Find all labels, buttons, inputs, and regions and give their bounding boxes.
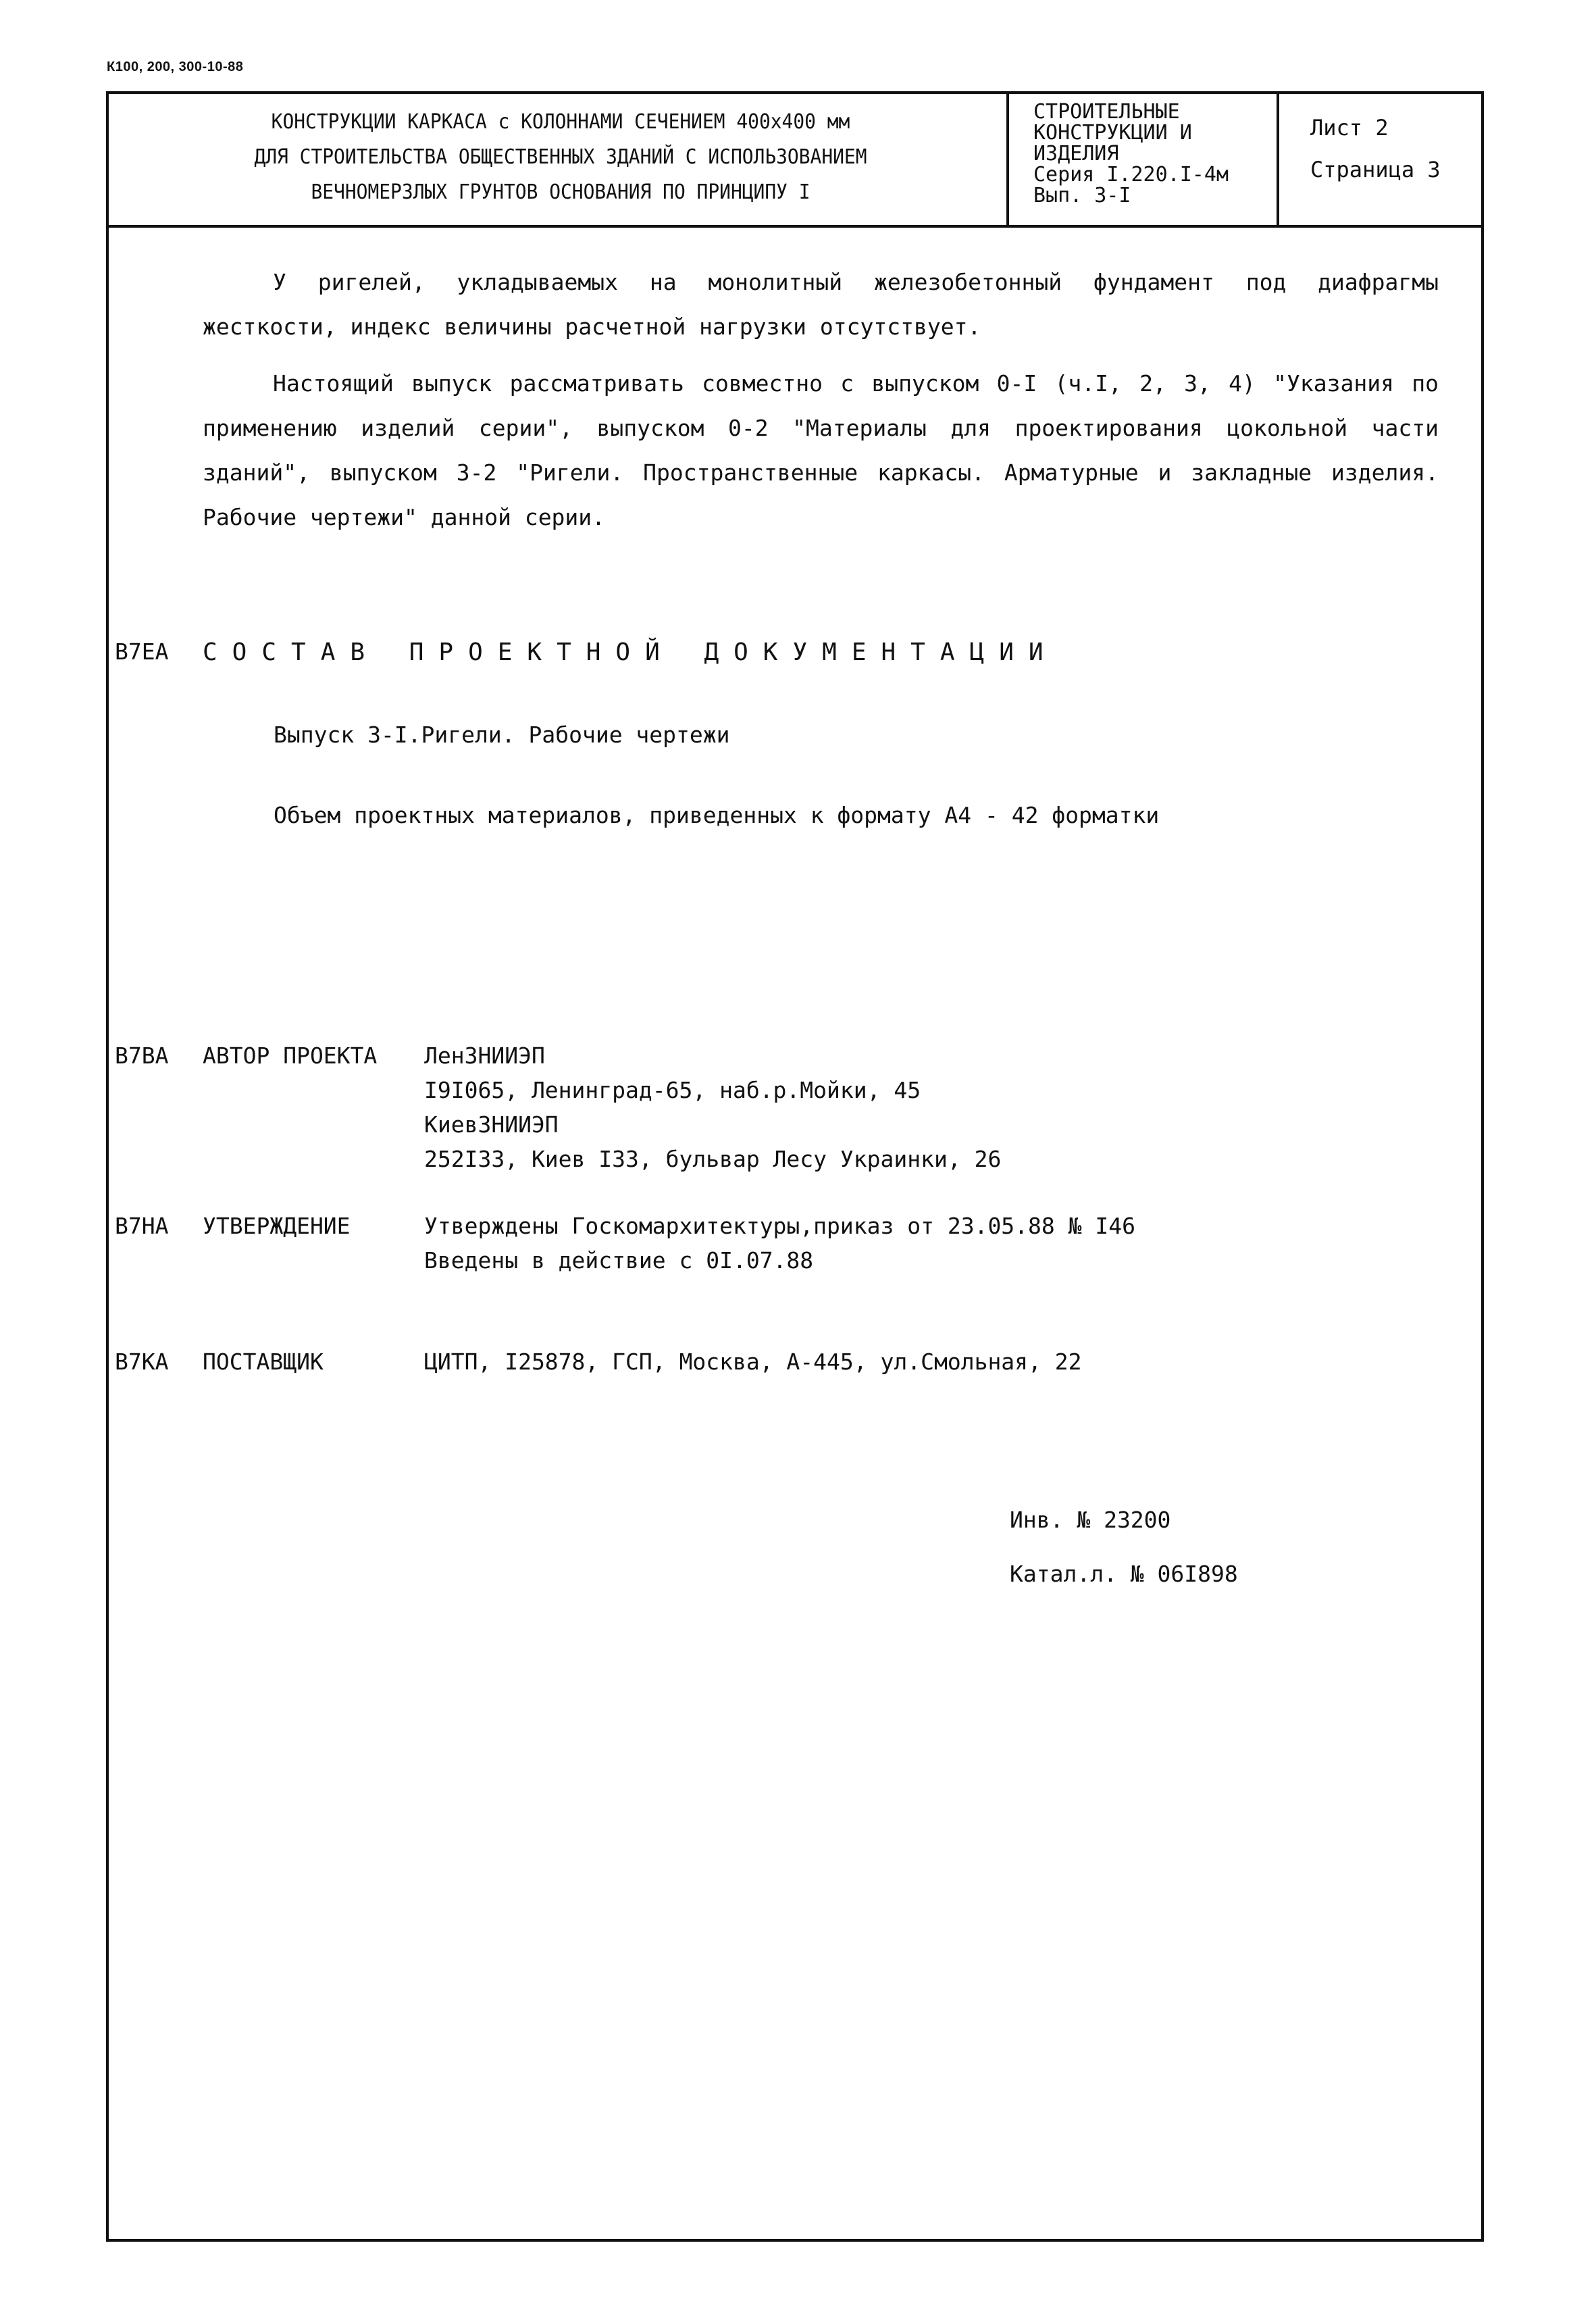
approval-line: Утверждены Госкомархитектуры,приказ от 23.05.88 № I46 bbox=[424, 1213, 1135, 1239]
author-line: КиевЗНИИЭП bbox=[424, 1111, 559, 1138]
supplier-text: ЦИТП, I25878, ГСП, Москва, А-445, ул.Смольная, 22 bbox=[424, 1349, 1082, 1375]
series-line: КОНСТРУКЦИИ И bbox=[1033, 121, 1192, 145]
catalog-number: Катал.л. № 06I898 bbox=[1010, 1561, 1238, 1587]
title-line: ВЕЧНОМЕРЗЛЫХ ГРУНТОВ ОСНОВАНИЯ ПО ПРИНЦИПУ I bbox=[311, 180, 810, 204]
sheet-number: Лист 2 bbox=[1310, 115, 1389, 141]
author-line: ЛенЗНИИЭП bbox=[424, 1042, 545, 1069]
composition-issue: Выпуск 3-I.Ригели. Рабочие чертежи bbox=[274, 722, 730, 748]
approval-code: В7НА bbox=[115, 1213, 169, 1239]
series-line: СТРОИТЕЛЬНЫЕ bbox=[1033, 100, 1180, 124]
document-title bbox=[149, 105, 972, 210]
header-divider-2 bbox=[1277, 91, 1279, 228]
approval-label: УТВЕРЖДЕНИЕ bbox=[203, 1213, 351, 1239]
series-line: Вып. 3-I bbox=[1033, 184, 1131, 207]
inventory-number: Инв. № 23200 bbox=[1010, 1507, 1171, 1533]
intro-paragraph-2: Настоящий выпуск рассматривать совместно с выпуском 0-I (ч.I, 2, 3, 4) "Указания по применению изделий серии", выпуском 0-2 "Материалы для проектирования цокольной части зданий", выпуском 3-2 "Ригели. Пространственные каркасы. Арматурные и закладные изделия. Рабочие чертежи" данной серии. bbox=[203, 370, 1439, 530]
author-line: 252I33, Киев I33, бульвар Лесу Украинки, 26 bbox=[424, 1146, 1002, 1172]
header-bottom-rule bbox=[106, 225, 1484, 228]
document-code: К100, 200, 300-10-88 bbox=[107, 59, 244, 74]
composition-code: В7ЕА bbox=[115, 638, 169, 665]
supplier-label: ПОСТАВЩИК bbox=[203, 1349, 324, 1375]
supplier-code: В7КА bbox=[115, 1349, 169, 1375]
series-info bbox=[1033, 101, 1277, 206]
series-line: Серия I.220.I-4м bbox=[1033, 163, 1229, 186]
composition-heading: СОСТАВ ПРОЕКТНОЙ ДОКУМЕНТАЦИИ bbox=[203, 638, 1058, 666]
sheet-info bbox=[1310, 115, 1441, 199]
author-line: I9I065, Ленинград-65, наб.р.Мойки, 45 bbox=[424, 1077, 921, 1103]
page-number: Страница 3 bbox=[1310, 157, 1441, 182]
author-label: АВТОР ПРОЕКТА bbox=[203, 1042, 378, 1069]
title-line: КОНСТРУКЦИИ КАРКАСА с КОЛОННАМИ СЕЧЕНИЕМ 400х400 мм bbox=[271, 110, 850, 134]
composition-volume: Объем проектных материалов, приведенных к формату А4 - 42 форматки bbox=[274, 802, 1160, 828]
series-line: ИЗДЕЛИЯ bbox=[1033, 142, 1119, 166]
author-code: В7ВА bbox=[115, 1042, 169, 1069]
header-divider-1 bbox=[1006, 91, 1009, 228]
title-line: ДЛЯ СТРОИТЕЛЬСТВА ОБЩЕСТВЕННЫХ ЗДАНИЙ С ИСПОЛЬЗОВАНИЕМ bbox=[254, 145, 867, 169]
approval-line: Введены в действие с 0I.07.88 bbox=[424, 1247, 814, 1274]
intro-paragraph-1: У ригелей, укладываемых на монолитный железобетонный фундамент под диафрагмы жесткости, индекс величины расчетной нагрузки отсутствует. bbox=[203, 269, 1439, 340]
